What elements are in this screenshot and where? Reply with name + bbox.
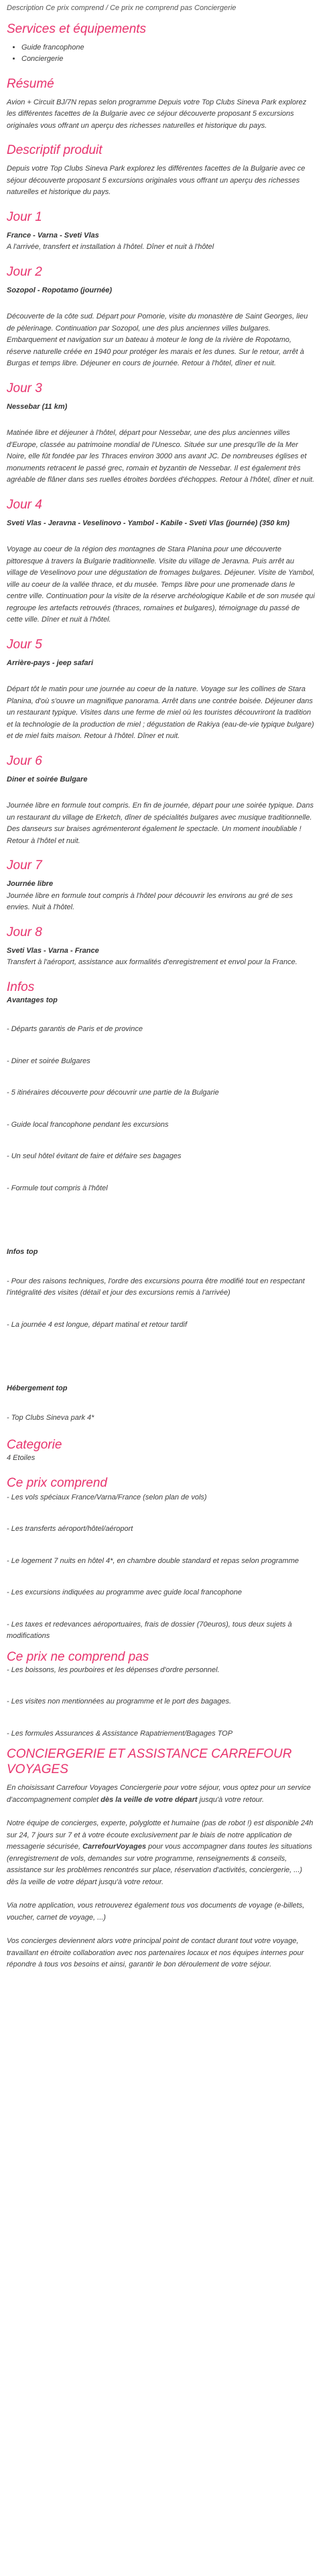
conciergerie-p2-bold: CarrefourVoyages (82, 1843, 147, 1851)
day-1-text: A l'arrivée, transfert et installation à l'hôtel. Dîner et nuit à l'hôtel (7, 243, 214, 251)
categorie-text: 4 Etoiles (7, 1454, 36, 1462)
day-6-subtitle: Diner et soirée Bulgare (7, 775, 88, 784)
comprend-item: - Les excursions indiquées au programme avec guide local francophone (7, 1588, 242, 1596)
comprend-item: - Les transferts aéroport/hôtel/aéroport (7, 1525, 133, 1533)
descriptif-title: Descriptif produit (7, 143, 103, 157)
infos-title: Infos (7, 980, 35, 994)
conciergerie-p3: Via notre application, vous retrouverez également tous vos documents de voyage (e-billets, voucher, carnet de voyage, ...) (7, 1902, 305, 1922)
conciergerie-p2-end: pour vous accompagner dans toutes les situations (enregistrement de vols, demandes sur votre programme, renseignements & conseils, assistance sur les problèmes rencontrés sur place, réservation d'activités, conciergerie, ...) dès la veille de votre départ jusqu'à votre retour. (7, 1843, 312, 1886)
day-4-title: Jour 4 (7, 497, 42, 512)
day-2-title: Jour 2 (7, 264, 42, 279)
day-7-subtitle: Journée libre (7, 880, 54, 888)
day-6-text: Journée libre en formule tout compris. En fin de journée, départ pour une soirée typique. Dans un restaurant du village de Erketch, dîner de spécialités bulgares avec musique traditionnelle. Des danseurs sur braises agrémenteront également le spectacle. Un moment inoubliable ! Retour à l'hôtel et nuit. (7, 802, 314, 845)
day-5-text: Départ tôt le matin pour une journée au coeur de la nature. Voyage sur les collines de Stara Planina, d'où s'ouvre un magnifique panorama. Arrêt dans une contrée boisée. Déjeuner dans un restaurant typique. Visites dans une ferme de miel où les touristes découvriront la tradition et la technologie de la production de miel ; dégustation de Rakiya (eau-de-vie typique bulgare) et de miel faits maison. Retour à l'hôtel. Dîner et nuit. (7, 685, 314, 740)
conciergerie-title: CONCIERGERIE ET ASSISTANCE CARREFOUR VOYAGES (7, 1747, 292, 1776)
day-5-subtitle: Arrière-pays - jeep safari (7, 658, 94, 667)
avantages-title: Avantages top (7, 996, 58, 1004)
avantage-item: - Départs garantis de Paris et de province (7, 1025, 143, 1033)
ne-comprend-item: - Les formules Assurances & Assistance Rapatriement/Bagages TOP (7, 1729, 233, 1738)
day-3-subtitle: Nessebar (11 km) (7, 402, 68, 411)
services-item: • Guide francophone (21, 42, 315, 54)
comprend-title: Ce prix comprend (7, 1475, 107, 1490)
conciergerie-p2 (7, 1818, 315, 1888)
hebergement-item: - Top Clubs Sineva park 4* (7, 1413, 94, 1422)
conciergerie-p1-text: En choisissant Carrefour Voyages Conciergerie pour votre séjour, vous optez pour un service d'accompagnement complet (7, 1784, 311, 1804)
day-4-text: Voyage au coeur de la région des montagnes de Stara Planina pour une découverte pittoresque à travers la Bulgarie traditionnelle. Visite du village de Jeravna. Puis arrêt au village de Veselinovo pour une dégustation de fromages bulgares. Déjeuner. Visite de Yambol, ville au coeur de la vallée thrace, et du musée. Temps libre pour une promenade dans le centre ville. Continuation pour la visite de la réserve archéologique Kabile et de son musée qui regroupe les artefacts retrouvés (thraces, romaines et bulgares), témoignage du passé de cette ville. Dîner et nuit à l'hôtel. (7, 545, 315, 624)
ne-comprend-title: Ce prix ne comprend pas (7, 1649, 149, 1664)
descriptif-text: Depuis votre Top Clubs Sineva Park explorez les différentes facettes de la Bulgarie avec ce séjour découverte proposant 5 excursions originales vous offrant un aperçu des richesses naturelles et historique du pays. (7, 165, 306, 196)
categorie-title: Categorie (7, 1438, 62, 1452)
day-7-text: Journée libre en formule tout compris à l'hôtel pour découvrir les environs au gré de ses envies. Nuit à l'hôtel. (7, 891, 293, 911)
conciergerie-p1 (7, 1782, 315, 1806)
services-list (7, 42, 315, 66)
infos-top-item: - La journée 4 est longue, départ matinal et retour tardif (7, 1320, 188, 1329)
avantage-item: - Formule tout compris à l'hôtel (7, 1184, 108, 1192)
day-3-title: Jour 3 (7, 381, 42, 395)
avantage-item: - Diner et soirée Bulgares (7, 1056, 90, 1065)
conciergerie-p1-bold: dès la veille de votre départ (100, 1795, 198, 1804)
ne-comprend-item: - Les boissons, les pourboires et les dépenses d'ordre personnel. (7, 1665, 220, 1674)
services-item: • Conciergerie (21, 54, 315, 66)
spacer (7, 1214, 315, 1247)
day-8-text: Transfert à l'aéroport, assistance aux formalités d'enregistrement et envol pour la France. (7, 958, 297, 966)
infos-top-item: - Pour des raisons techniques, l'ordre des excursions pourra être modifié tout en respectant l'intégralité des visites (détail et jour des excursions remis à l'arrivée) (7, 1277, 305, 1297)
day-8-subtitle: Sveti Vlas - Varna - France (7, 946, 99, 955)
ne-comprend-item: - Les visites non mentionnées au programme et le port des bagages. (7, 1697, 232, 1706)
hebergement-title: Hébergement top (7, 1384, 68, 1392)
comprend-item: - Les taxes et redevances aéroportuaires, frais de dossier (70euros), tous deux sujets à modifications (7, 1620, 292, 1640)
services-title: Services et équipements (7, 21, 147, 36)
avantage-item: - Guide local francophone pendant les excursions (7, 1120, 169, 1129)
day-4-subtitle: Sveti Vlas - Jeravna - Veselinovo - Yambol - Kabile - Sveti Vlas (journée) (350 km) (7, 519, 290, 527)
spacer (7, 1351, 315, 1383)
day-2-text: Découverte de la côte sud. Départ pour Pomorie, visite du monastère de Saint Georges, lieu de pèlerinage. Continuation par Sozopol, une des plus anciennes villes bulgares. Embarquement et navigation sur un bateau à moteur le long de la rivière de Ropotamo, réserve naturelle créée en 1940 pour protéger les marais et les dunes. Sur le retour, arrêt à Burgas et temps libre. Déjeuner en cours de journée. Retour à l'hôtel, dîner et nuit. (7, 312, 308, 367)
day-7-title: Jour 7 (7, 858, 42, 872)
conciergerie-p4: Vos concierges deviennent alors votre principal point de contact durant tout votre voyage, travaillant en étroite collaboration avec nos partenaires locaux et nos équipes internes pour répondre à tous vos besoins et ainsi, garantir le bon déroulement de votre séjour. (7, 1937, 304, 1968)
infos-top-title: Infos top (7, 1248, 38, 1256)
day-2-subtitle: Sozopol - Ropotamo (journée) (7, 286, 113, 294)
avantage-item: - Un seul hôtel évitant de faire et défaire ses bagages (7, 1152, 182, 1160)
comprend-item: - Le logement 7 nuits en hôtel 4*, en chambre double standard et repas selon programme (7, 1556, 299, 1565)
day-1-subtitle: France - Varna - Sveti Vlas (7, 231, 99, 240)
resume-text: Avion + Circuit BJ/7N repas selon programme Depuis votre Top Clubs Sineva Park explorez les différentes facettes de la Bulgarie avec ce séjour découverte proposant 5 excursions originales vous offrant un aperçu des richesses naturelles et historique du pays. (7, 98, 307, 130)
conciergerie-p2-text: Notre équipe de concierges, experte, polyglotte et humaine (pas de robot !) est disponible 24h sur 24, 7 jours sur 7 et à votre écoute exclusivement par le biais de notre application de messagerie sécurisée, (7, 1819, 314, 1851)
conciergerie-p1-end: jusqu'à votre retour. (197, 1795, 265, 1804)
day-5-title: Jour 5 (7, 637, 42, 652)
resume-title: Résumé (7, 76, 54, 91)
tabs-line[interactable]: Description Ce prix comprend / Ce prix ne comprend pas Conciergerie (7, 4, 237, 12)
day-3-text: Matinée libre et déjeuner à l'hôtel, départ pour Nessebar, une des plus anciennes villes d'Europe, classée au patrimoine mondial de l'Unesco. Située sur une presqu'île de la Mer Noire, elle fût fondée par les Thraces environ 3000 ans avant JC. De nombreuses églises et monuments retracent le passé grec, romain et byzantin de Nessebar. Il est également très agréable de flâner dans ses ruelles étroites bordées d'échoppes. Retour à l'hôtel, dîner et nuit. (7, 429, 315, 484)
day-1-title: Jour 1 (7, 209, 42, 224)
comprend-item: - Les vols spéciaux France/Varna/France (selon plan de vols) (7, 1493, 207, 1501)
avantage-item: - 5 itinéraires découverte pour découvrir une partie de la Bulgarie (7, 1089, 219, 1097)
day-6-title: Jour 6 (7, 753, 42, 768)
day-8-title: Jour 8 (7, 925, 42, 939)
